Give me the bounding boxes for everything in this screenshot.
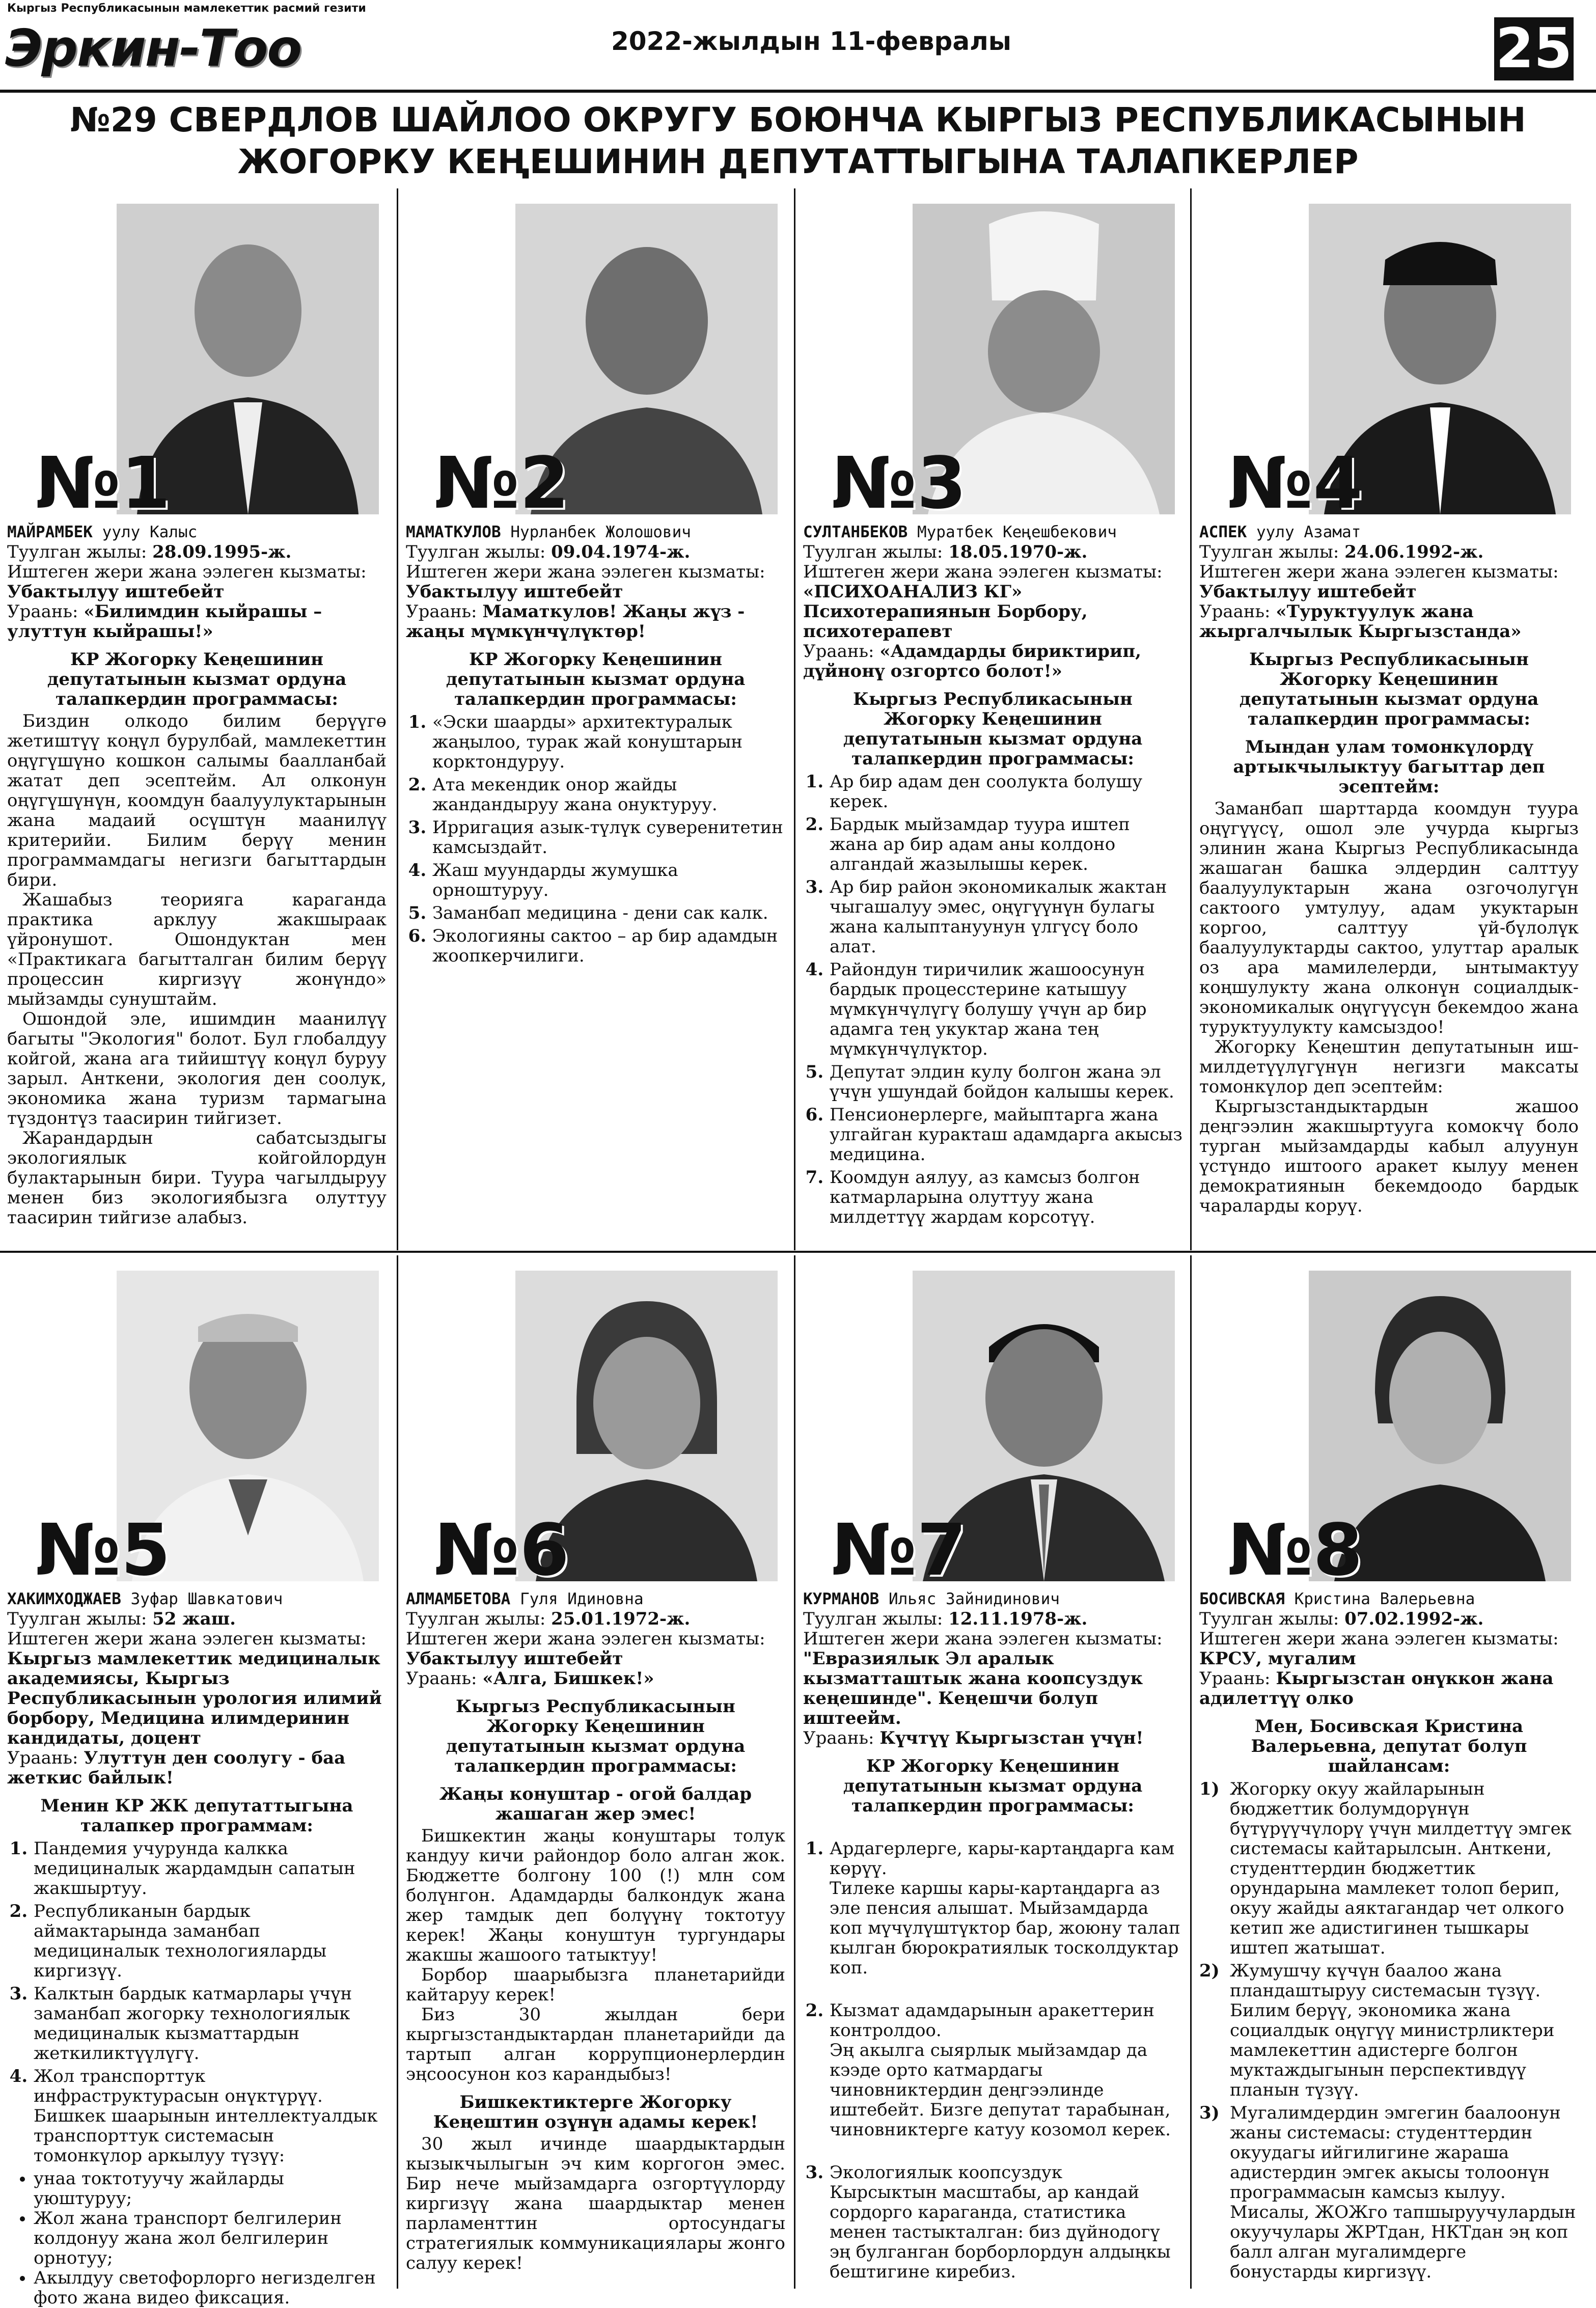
- slogan-value: «Билимдин кыйрашы – улуттун кыйрашы!»: [7, 601, 322, 642]
- page-number: 25: [1494, 17, 1574, 80]
- candidate-surname: ХАКИМХОДЖАЕВ: [7, 1590, 121, 1608]
- slogan-label: Ураань:: [406, 1668, 477, 1689]
- column-divider: [1190, 1255, 1192, 2289]
- candidate-surname: АЛМАМБЕТОВА: [406, 1590, 511, 1608]
- candidate-number: №6: [434, 1509, 569, 1592]
- birth-date: 12.11.1978-ж.: [948, 1609, 1088, 1629]
- program-item: 5. Заманбап медицина - дени сак калк.: [432, 903, 785, 923]
- candidate-info: [1199, 523, 1579, 1216]
- candidate-surname: АСПЕК: [1199, 523, 1247, 541]
- program-item: 1. «Эски шаарды» архитектуралык жаңылоо, турак жай конуштарын корктондуруу.: [432, 712, 785, 772]
- candidate-info: [406, 1589, 785, 2273]
- program-item: 1. Ар бир адам ден соолукта болушу керек.: [830, 772, 1182, 812]
- birth-label: Туулган жылы:: [803, 542, 943, 562]
- candidate-given-name: Нурланбек Жолошович: [510, 523, 691, 541]
- program-paragraph: Борбор шаарыбызга планетарийди кайтаруу керек!: [406, 1965, 785, 2005]
- candidate-info: [7, 1589, 387, 2308]
- candidate-surname: МАЙРАМБЕК: [7, 523, 93, 541]
- candidate-surname: БОСИВСКАЯ: [1199, 1590, 1285, 1608]
- slogan-value: «Туруктуулук жана жыргалчылык Кыргызстанда»: [1199, 601, 1522, 642]
- job-value: "Евразиялык Эл аралык кызматташтык жана коопсуздук кеңешинде". Кеңешчи болуп иштеейм.: [803, 1648, 1143, 1728]
- program-item: 7. Коомдун аялуу, аз камсыз болгон катмарларына олуттуу жана милдеттүү жардам корсотүү.: [830, 1168, 1182, 1227]
- birth-date: 18.05.1970-ж.: [948, 542, 1088, 562]
- program-item-text: Жогорку окуу жайларынын бюджеттик болумдорүнүн бүтүрүүчүлорү үчүн милдеттүү эмгек системасы кайтарылсын. Анткени, студенттердин бюджеттик орундарына мамлекет толоп берип, окуу жайды аяктагандар чет олкого кетип же адистигинен тышкары иштеп жатышат.: [1230, 1779, 1572, 1958]
- candidate-given-name: Ильяс Зайнидинович: [888, 1590, 1060, 1608]
- job-label: Иштеген жери жана ээлеген кызматы:: [1199, 562, 1559, 582]
- job-value: Убактылуу иштебейт: [406, 1648, 623, 1669]
- candidate-info: [406, 523, 785, 969]
- job-value: Убактылуу иштебейт: [1199, 582, 1417, 602]
- program-item: 2. Бардык мыйзамдар туура иштеп жана ар бир адам аны колдоно алгандай жазылышы керек.: [830, 815, 1182, 874]
- candidate-given-name: уулу Калыс: [102, 523, 198, 541]
- slogan-label: Ураань:: [7, 1748, 78, 1768]
- candidate-given-name: уулу Азамат: [1256, 523, 1361, 541]
- birth-date: 25.01.1972-ж.: [551, 1609, 691, 1629]
- program-item: 3. Ирригация азык-түлүк суверенитетин камсыздайт.: [432, 818, 785, 858]
- issue-date: 2022-жылдын 11-февралы: [611, 26, 1011, 56]
- candidate-surname: КУРМАНОВ: [803, 1590, 879, 1608]
- program-title: Кыргыз Республикасынын Жогорку Кеңешинин депутатынын кызмат ордуна талапкердин программасы:: [1239, 649, 1539, 729]
- job-label: Иштеген жери жана ээлеген кызматы:: [803, 1629, 1163, 1649]
- candidate-card-4: [1199, 188, 1579, 1250]
- program-paragraph: Жарандардын сабатсыздыгы экологиялык койгойлордун булактарынын бири. Туура чагылдыруу менен биз экологиябызга олуттуу таасирин тийгизе алабыз.: [7, 1128, 387, 1228]
- candidate-card-8: [1199, 1255, 1579, 2289]
- birth-label: Туулган жылы:: [1199, 1609, 1339, 1629]
- candidate-given-name: Гуля Идиновна: [519, 1590, 644, 1608]
- program-item: 3. Ар бир район экономикалык жактан чыгашалуу эмес, оңүгүүнүн булагы жана калыптануунун үлгүсү боло алат.: [830, 877, 1182, 957]
- program-title: Менин КР ЖК депутаттыгына талапкер программам:: [40, 1796, 353, 1836]
- candidate-number: №7: [831, 1509, 967, 1592]
- candidates-row-1: [0, 188, 1596, 1250]
- job-value: Кыргыз мамлекеттик медициналык академиясы, Кыргыз Республикасынын урология илимий борбору, Медицина илимдеринин кандидаты, доцент: [7, 1648, 382, 1748]
- program-item: 2) Жумушчу күчүн баалоо жана пландаштыруу системасын түзүү. Билим берүү, экономика жана социалдык оңүгүү министрликтери мамлекеттин адистерге болгон муктаждыгынын перспективдүү планын түзүү.: [1199, 1961, 1555, 2100]
- program-paragraph: 30 жыл ичинде шаардыктардын кызыкчылыгын эч ким коргогон эмес. Бир нече мыйзамдарга озгортүүлорду киргизүү жана шаардыктар менен парламенттин ортосундагы стратегиялык коммуникациялары жонго салуу керек!: [406, 2134, 785, 2273]
- program-title: Мен, Босивская Кристина Валерьевна, депутат болуп шайлансам:: [1251, 1716, 1527, 1776]
- candidates-grid: [0, 188, 1596, 2308]
- slogan-label: Ураань:: [406, 601, 477, 622]
- candidate-number: №4: [1227, 442, 1363, 525]
- birth-label: Туулган жылы:: [7, 1609, 147, 1629]
- headline-line-1: №29 СВЕРДЛОВ ШАЙЛОО ОКРУГУ БОЮНЧА КЫРГЫЗ РЕСПУБЛИКАСЫНЫН: [70, 100, 1526, 140]
- candidate-info: [803, 1589, 1182, 2305]
- program-bullet: • унаа токтотуучу жайларды уюштуруу;: [34, 2169, 387, 2209]
- candidate-info: [803, 523, 1182, 1230]
- program-item: 6. Экологияны сактоо – ар бир адамдын жоопкерчилиги.: [432, 926, 785, 966]
- birth-date: 09.04.1974-ж.: [551, 542, 691, 562]
- program-item: 2. Кызмат адамдарынын аракеттерин контролдоо. Эң акылга сыярлык мыйзамдар да кээде орто катмардагы чиновниктердин деңгээлинде иштебейт. Бизге депутат тарабынан, чиновниктерге катуу козомол керек.: [830, 2001, 1182, 2140]
- program-item: 2. Республиканын бардык аймактарында заманбап медициналык технологияларды киргизүү.: [34, 1902, 387, 1981]
- program-item: 4. Райондун тиричилик жашоосунун бардык процесстерине катышуу мүмкүнчүлүгү болушу үчүн ар бир адамга тең укуктар жана тең мүмкүнчүлүктор.: [830, 960, 1182, 1059]
- candidate-card-7: [803, 1255, 1182, 2289]
- newspaper-logo: Эркин-Тоо: [5, 18, 301, 78]
- row-divider: [0, 1251, 1596, 1253]
- slogan-label: Ураань:: [803, 641, 874, 662]
- program-list: [406, 712, 785, 966]
- birth-date: 52 жаш.: [152, 1609, 236, 1629]
- candidate-card-5: [7, 1255, 387, 2308]
- job-value: «ПСИХОАНАЛИЗ КГ» Психотерапиянын Борбору, психотерапевт: [803, 582, 1088, 642]
- candidate-surname: МАМАТКУЛОВ: [406, 523, 501, 541]
- program-item: 4. Жаш муундарды жумушка орноштуруу.: [432, 861, 785, 900]
- candidate-number: №3: [831, 442, 967, 525]
- job-value: Убактылуу иштебейт: [7, 582, 225, 602]
- job-label: Иштеген жери жана ээлеген кызматы:: [803, 562, 1163, 582]
- program-bullet: • Жол жана транспорт белгилерин колдонуу жана жол белгилерин орнотуу;: [34, 2209, 387, 2268]
- candidates-row-2: [0, 1255, 1596, 2308]
- column-divider: [397, 188, 398, 1250]
- program-item: 3) Мугалимдердин эмгегин баалоонун жаны системасы: студенттердин окуудагы ийгилигине жараша адистердин эмгек акысы толоонүн программасын камсыз кылуу. Мисалы, ЖОЖго тапшыруучулардын окуучулары ЖРТдан, НКТдан эң коп балл алган мугалимдерге бонустарды киргизүү.: [1199, 2103, 1576, 2282]
- candidate-card-1: [7, 188, 387, 1250]
- slogan-label: Ураань:: [7, 601, 78, 622]
- job-label: Иштеген жери жана ээлеген кызматы:: [7, 1629, 367, 1649]
- candidate-given-name: Кристина Валерьевна: [1294, 1590, 1475, 1608]
- program-paragraph: Заманбап шарттарда коомдун туура оңүгүүсү, ошол эле учурда кыргыз элинин жана Кыргыз Республикасында жашаган башка элдердин салттуу баалуулуктарын жана озгочолугүн сактоого умтулуу, адам укуктарын коргоо, салттуу үй-бүлолүк баалуулуктарды сактоо, улуттар аралык оз ара мамилелерди, ынтымактуу коңшулукту жана олконүн социалдык-экономикалык оңүгүүсүн бекемдоо жана туруктуулукту камсыздоо!: [1199, 799, 1579, 1037]
- candidate-number: №5: [35, 1509, 171, 1592]
- program-paragraph: Биз 30 жылдан бери кыргызстандыктардан планетарийди да тартып алган коррупционерлердин эңсоосунон коз карандыбыз!: [406, 2004, 785, 2084]
- job-label: Иштеген жери жана ээлеген кызматы:: [406, 1629, 765, 1649]
- program-subtitle: Мындан улам томонкүлордү артыкчылыктуу багыттар деп эсептейм:: [1233, 737, 1545, 797]
- job-label: Иштеген жери жана ээлеген кызматы:: [1199, 1629, 1559, 1649]
- program-list: [1199, 1779, 1579, 2282]
- program-item: 1. Ардагерлерге, кары-картаңдарга кам көрүү. Тилеке каршы кары-картаңдарга аз эле пенсия алышат. Мыйзамдарда коп мүчүлүштүктор бар, жоюну талап кылган бюрократиялык тосколдуктар коп.: [830, 1839, 1182, 1978]
- birth-date: 24.06.1992-ж.: [1344, 542, 1484, 562]
- candidate-info: [1199, 1589, 1579, 2285]
- program-bullets: [7, 2169, 387, 2308]
- program-paragraph: Жашабыз теорияга караганда практика арклуу жакшыраак үйронушот. Ошондуктан мен «Практикага багытталган билим берүү процессин киргизүү жонүндо» мыйзамды сунуштайм.: [7, 890, 387, 1009]
- program-title: КР Жогорку Кеңешинин депутатынын кызмат ордуна талапкердин программасы:: [446, 649, 746, 709]
- program-item: 1. Пандемия учурунда калкка медициналык жардамдын сапатын жакшыртуу.: [34, 1839, 387, 1899]
- birth-label: Туулган жылы:: [7, 542, 147, 562]
- program-item-text: Жумушчу күчүн баалоо жана пландаштыруу системасын түзүү. Билим берүү, экономика жана социалдык оңүгүү министрликтери мамлекеттин адистерге болгон муктаждыгынын перспективдүү планын түзүү.: [1230, 1961, 1555, 2100]
- newspaper-subtitle: Кыргыз Республикасынын мамлекеттик расмий гезити: [7, 2, 366, 15]
- slogan-label: Ураань:: [1199, 601, 1271, 622]
- candidate-given-name: Муратбек Кеңешбекович: [917, 523, 1117, 541]
- program-subtitle-2: Бишкектиктерге Жогорку Кеңештин озүнүн адамы керек!: [433, 2092, 758, 2132]
- candidate-card-2: [406, 188, 785, 1250]
- program-subtitle: Жаңы конуштар - огой балдар жашаган жер эмес!: [439, 1784, 752, 1824]
- slogan-value: Улуттун ден соолугу - баа жеткис байлык!: [7, 1748, 346, 1788]
- candidate-number: №1: [35, 442, 171, 525]
- candidate-card-3: [803, 188, 1182, 1250]
- slogan-label: Ураань:: [1199, 1668, 1271, 1689]
- program-title: КР Жогорку Кеңешинин депутатынын кызмат ордуна талапкердин программасы:: [843, 1756, 1143, 1816]
- column-divider: [794, 1255, 795, 2289]
- program-item-text: Мугалимдердин эмгегин баалоонун жаны системасы: студенттердин окуудагы ийгилигине жараша адистердин эмгек акысы толоонүн программасын камсыз кылуу. Мисалы, ЖОЖго тапшыруучулардын окуучулары ЖРТдан, НКТдан эң коп балл алган мугалимдерге бонустарды киргизүү.: [1230, 2103, 1576, 2282]
- program-list: [803, 772, 1182, 1227]
- program-list: [803, 1819, 1182, 2305]
- birth-label: Туулган жылы:: [406, 1609, 546, 1629]
- program-paragraph: Кыргызстандыктардын жашоо деңгээлин жакшыртууга комокчү боло турган мыйзамдарды кабыл алуунун үстүндо иштоого аракет кылуу менен демократиянын бекемдоодо бардык чараларды коруү.: [1199, 1096, 1579, 1216]
- birth-date: 07.02.1992-ж.: [1344, 1609, 1484, 1629]
- candidate-info: [7, 523, 387, 1228]
- birth-date: 28.09.1995-ж.: [152, 542, 292, 562]
- program-list: [7, 1839, 387, 2166]
- program-item: 2. Ата мекендик онор жайды жандандыруу жана онуктуруу.: [432, 775, 785, 815]
- column-divider: [794, 188, 795, 1250]
- program-item: 5. Депутат элдин кулу болгон жана эл үчүн ушундай бойдон калышы керек.: [830, 1062, 1182, 1102]
- program-paragraph: Бишкектин жаңы конуштары толук кандуу кичи райондор боло алган жок. Бюджетте болгону 100 (!) млн сом болүнгон. Адамдарды балкондук жана жер тамдык деп болүүнү токтотуу керек! Жаңы конуштун тургундары жакшы жашоого татыктуу!: [406, 1826, 785, 1965]
- program-title: Кыргыз Республикасынын Жогорку Кеңешинин депутатынын кызмат ордуна талапкердин программасы:: [446, 1696, 746, 1776]
- masthead-rule: [0, 90, 1596, 93]
- candidate-number: №8: [1227, 1509, 1363, 1592]
- slogan-value: «Адамдарды бириктирип, дүйнонү озгортсо болот!»: [803, 641, 1141, 681]
- job-label: Иштеген жери жана ээлеген кызматы:: [7, 562, 367, 582]
- program-title: Кыргыз Республикасынын Жогорку Кеңешинин депутатынын кызмат ордуна талапкердин программасы:: [843, 689, 1143, 769]
- candidate-card-6: [406, 1255, 785, 2289]
- program-item: 1) Жогорку окуу жайларынын бюджеттик болумдорүнүн бүтүрүүчүлорү үчүн милдеттүү эмгек системасы кайтарылсын. Анткени, студенттердин бюджеттик орундарына мамлекет толоп берип, окуу жайды аяктагандар чет олкого кетип же адистигинен тышкары иштеп жатышат.: [1199, 1779, 1572, 1958]
- program-item: 4. Жол транспорттук инфраструктурасын онүктүрүү. Бишкек шаарынын интеллектуалдык транспорттук системасын томонкүлор аркылуу түзүү:: [34, 2067, 387, 2166]
- job-value: КРСУ, мугалим: [1199, 1648, 1356, 1669]
- birth-label: Туулган жылы:: [406, 542, 546, 562]
- program-item: 3. Экологиялык коопсуздук Кырсыктын масштабы, ар кандай сордорго караганда, статистика менен тастыкталган: биз дүйнодогү эң булганган борборлордун алдыңкы бештигине киребиз.: [830, 2163, 1182, 2282]
- program-title: КР Жогорку Кеңешинин депутатынын кызмат ордуна талапкердин программасы:: [47, 649, 347, 709]
- program-paragraph: Жогорку Кеңештин депутатынын иш-милдетүүлүгүнүн негизги максаты томонкүлор деп эсептейм:: [1199, 1037, 1579, 1097]
- column-divider: [397, 1255, 398, 2289]
- program-paragraph: Биздин олкодо билим берүүгө жетиштүү коңүл бурулбай, мамлекеттин оңүгүшүно кошкон салымы баалланбай жатат деп эсептейм. Ал олконун оңүгүшүнүн, коомдун баалуулуктарынын жана мадаий осүштүн маанилүү критерийи. Билим берүү менин программамдагы негизги багыттардын бири.: [7, 711, 387, 890]
- masthead: [0, 0, 1596, 89]
- candidate-number: №2: [434, 442, 569, 525]
- headline-line-2: ЖОГОРКУ КЕҢЕШИНИН ДЕПУТАТТЫГЫНА ТАЛАПКЕРЛЕР: [237, 142, 1359, 181]
- page-headline: [0, 99, 1596, 183]
- job-label: Иштеген жери жана ээлеген кызматы:: [406, 562, 765, 582]
- program-bullet: • Акылдуу светофорлорго негизделген фото жана видео фиксация.: [34, 2268, 387, 2308]
- job-value: Убактылуу иштебейт: [406, 582, 623, 602]
- candidate-surname: СУЛТАНБЕКОВ: [803, 523, 908, 541]
- slogan-value: «Алга, Бишкек!»: [482, 1668, 654, 1689]
- program-item: 3. Калктын бардык катмарлары үчүн заманбап жогорку технологиялык медициналык кызматтардын жеткиликтүүлүгү.: [34, 1984, 387, 2064]
- program-item: 6. Пенсионерлерге, майыптарга жана улгайган куракташ адамдарга акысыз медицина.: [830, 1105, 1182, 1165]
- birth-label: Туулган жылы:: [803, 1609, 943, 1629]
- program-paragraph: Ошондой эле, ишимдин маанилүү багыты "Экология" болот. Бул глобалдуу койгой, жана ага тийиштүү коңүл буруу зарыл. Анткени, экология ден соолук, экономика жана туризм тармагына түздонтүз таасирин тийгизет.: [7, 1009, 387, 1129]
- slogan-label: Ураань:: [803, 1728, 874, 1748]
- birth-label: Туулган жылы:: [1199, 542, 1339, 562]
- slogan-value: Маматкулов! Жаңы жүз - жаңы мүмкүнчүлүктөр!: [406, 601, 745, 642]
- slogan-value: Кыргызстан онүккон жана адилеттүү олко: [1199, 1668, 1554, 1709]
- slogan-value: Күчтүү Кыргызстан үчүн!: [879, 1728, 1144, 1748]
- candidate-given-name: Зуфар Шавкатович: [130, 1590, 283, 1608]
- column-divider: [1190, 188, 1192, 1250]
